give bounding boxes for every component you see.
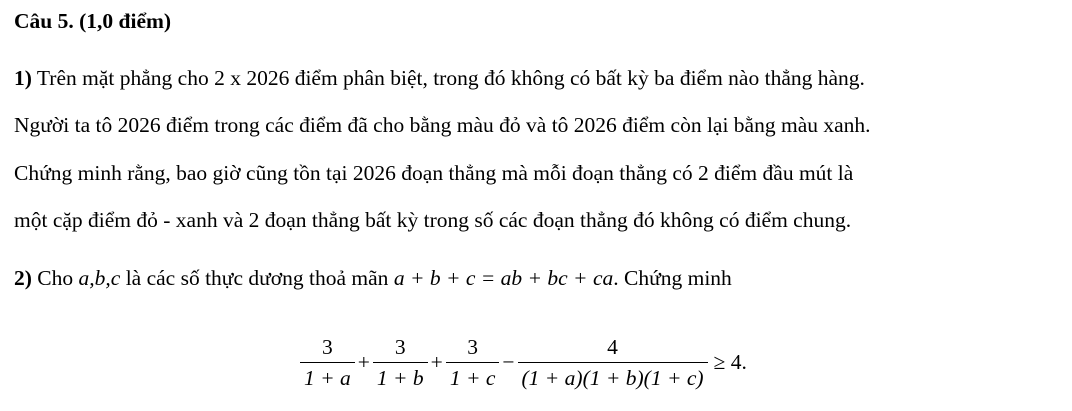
fraction-3 xyxy=(446,334,500,391)
part1-line-4: một cặp điểm đỏ - xanh và 2 đoạn thẳng bất kỳ trong số các đoạn thẳng đó không có điểm chung. xyxy=(14,208,852,232)
fraction-1-denominator: 1 + a xyxy=(304,365,351,390)
fraction-1-numerator: 3 xyxy=(322,334,333,359)
part2-line-1 xyxy=(14,266,732,290)
fraction-4-numerator: 4 xyxy=(607,334,618,359)
part2-intro-after: . Chứng minh xyxy=(613,266,732,290)
part2-intro-middle: là các số thực dương thoả mãn xyxy=(120,266,394,290)
fraction-3-denominator: 1 + c xyxy=(449,365,496,390)
part1-line-2: Người ta tô 2026 điểm trong các điểm đã cho bằng màu đỏ và tô 2026 điểm còn lại bằng màu xanh. xyxy=(14,113,871,137)
part2-vars: a,b,c xyxy=(78,266,121,290)
fraction-2-denominator: 1 + b xyxy=(376,365,424,390)
operator-3: − xyxy=(502,350,515,374)
part1-label: 1) xyxy=(14,66,32,90)
part1-line-3: Chứng minh rằng, bao giờ cũng tồn tại 2026 đoạn thẳng mà mỗi đoạn thẳng có 2 điểm đầu mút là xyxy=(14,161,854,185)
fraction-4-denominator: (1 + a)(1 + b)(1 + c) xyxy=(521,365,704,390)
part1-text-1: Trên mặt phẳng cho 2 x 2026 điểm phân biệt, trong đó không có bất kỳ ba điểm nào thẳng hàng. xyxy=(31,66,865,90)
fraction-1 xyxy=(300,334,355,391)
operator-2: + xyxy=(430,350,443,374)
part2-condition: a + b + c = ab + bc + ca xyxy=(393,266,614,290)
inequality-formula xyxy=(298,327,747,397)
part2-intro-before: Cho xyxy=(31,266,79,290)
question-title: Câu 5. (1,0 điểm) xyxy=(14,9,172,33)
fraction-4 xyxy=(518,334,708,391)
part2-label: 2) xyxy=(14,266,32,290)
operator-1: + xyxy=(357,350,370,374)
fraction-2 xyxy=(373,334,428,391)
fraction-2-numerator: 3 xyxy=(394,334,406,359)
inequality-tail: ≥ 4. xyxy=(713,350,747,374)
part1-line-1 xyxy=(14,66,865,90)
fraction-3-numerator: 3 xyxy=(467,334,478,359)
